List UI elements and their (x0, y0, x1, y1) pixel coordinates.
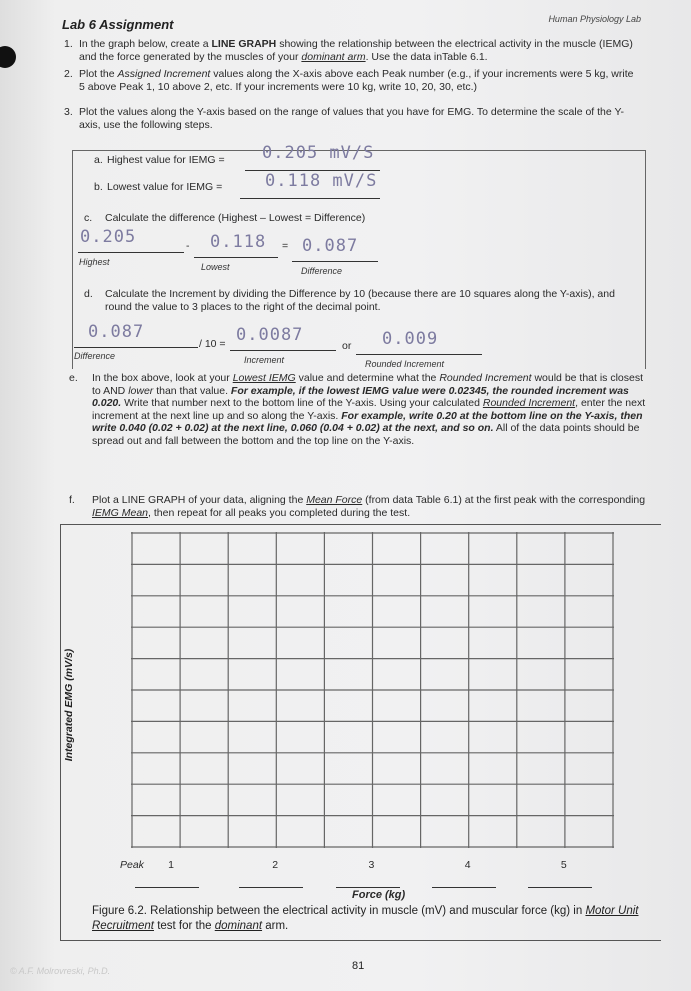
difference-caption: Difference (301, 266, 343, 276)
d-difference-caption: Difference (74, 351, 116, 361)
figure-caption: Figure 6.2. Relationship between the electrical activity in muscle (mV) and muscular force (kg) in Motor Unit Recruitment test for the dominant arm. (92, 905, 639, 932)
increment-blank-peak-4[interactable] (432, 873, 496, 888)
assignment-title: Lab 6 Assignment (62, 17, 174, 32)
increment-difference-value: 0.087 (88, 322, 145, 342)
instruction-1: 1. In the graph below, create a LINE GRAPH showing the relationship between the electrical activity in the muscle (IEMG) and the force generated by the muscles of your dominant arm. Use the data inTable 6.1. (64, 38, 633, 63)
step-e: e. In the box above, look at your Lowest IEMG value and determine what the Rounded Increment would be that is closest to AND lower than that value. For example, if the lowest IEMG value were 0.02345, the rounded increment was 0.020. Write that number next to the bottom line of the Y-axis. Using your calculated Rounded Increment, enter the next increment at the next line up and so along the Y-axis. For example, write 0.20 at the bottom line on the Y-axis, then write 0.040 (0.02 + 0.02) at the next line, 0.060 (0.04 + 0.02) at the next, and so on. All of the data points should be spread out and fall between the bottom and the top line on the Y-axis. (69, 372, 646, 447)
step-c-label: c. (84, 212, 93, 224)
instruction-2: 2. Plot the Assigned Increment values along the X-axis above each Peak number (e.g., if your increments were 5 kg, write 5 above Peak 1, 10 above 2, etc. If your increments were 10 kg, write 10, 20, 30, etc.) (64, 68, 634, 93)
course-name: Human Physiology Lab (548, 14, 641, 24)
peak-number-4: 4 (464, 859, 471, 871)
lowest-caption: Lowest (201, 262, 230, 272)
difference-result-value: 0.087 (302, 236, 359, 256)
peak-number-5: 5 (560, 859, 567, 871)
step-b-label: b. (94, 181, 103, 193)
instruction-3-number: 3. (64, 106, 73, 118)
step-e-label: e. (69, 372, 78, 384)
increment-blank-peak-2[interactable] (239, 873, 303, 888)
peak-label: Peak (120, 859, 144, 871)
increment-blank-peak-5[interactable] (528, 873, 592, 888)
lowest-iemg-value: 0.118 mV/S (265, 171, 378, 191)
step-b-text: Lowest value for IEMG = (107, 181, 223, 193)
peak-number-2: 2 (272, 859, 279, 871)
d-rounded-caption: Rounded Increment (365, 359, 445, 369)
highest-caption: Highest (79, 257, 110, 267)
step-a-label: a. (94, 154, 103, 166)
step-a-text: Highest value for IEMG = (107, 154, 225, 166)
step-d-label: d. (84, 288, 93, 300)
equals-sign: = (282, 240, 289, 252)
step-d-text: Calculate the Increment by dividing the Difference by 10 (because there are 10 squares along the Y-axis), and round the value to 3 places to the right of the decimal point. (105, 288, 615, 313)
rounded-increment-value: 0.009 (382, 329, 439, 349)
y-axis-label: Integrated EMG (mV/s) (63, 648, 75, 762)
minus-sign: - (186, 240, 190, 252)
d-increment-caption: Increment (244, 355, 285, 365)
copyright-watermark: © A.F. Molrovreski, Ph.D. (10, 966, 111, 976)
peak-number-3: 3 (368, 859, 375, 871)
divide-by-ten: / 10 = (199, 338, 226, 350)
instruction-1-number: 1. (64, 38, 73, 50)
step-f: f. Plot a LINE GRAPH of your data, aligning the Mean Force (from data Table 6.1) at the first peak with the corresponding IEMG Mean, then repeat for all peaks you completed during the test. (69, 494, 646, 519)
difference-lowest-value: 0.118 (210, 232, 267, 252)
x-axis-label: Force (kg) (352, 889, 406, 901)
increment-value: 0.0087 (236, 325, 304, 345)
binder-hole (0, 46, 16, 68)
step-c-text: Calculate the difference (Highest – Lowest = Difference) (105, 212, 366, 224)
or-text: or (342, 340, 352, 352)
blank-graph-grid[interactable] (131, 532, 614, 848)
increment-blank-peak-3[interactable] (336, 873, 400, 888)
instruction-3: 3. Plot the values along the Y-axis based on the range of values that you have for EMG. To determine the scale of the Y-axis, use the following steps. (64, 106, 624, 131)
highest-iemg-value: 0.205 mV/S (262, 143, 375, 163)
instruction-2-number: 2. (64, 68, 73, 80)
page-number: 81 (352, 960, 365, 972)
peak-number-1: 1 (168, 859, 174, 871)
difference-highest-value: 0.205 (80, 227, 137, 247)
step-f-label: f. (69, 494, 75, 506)
increment-blank-peak-1[interactable] (135, 873, 199, 888)
